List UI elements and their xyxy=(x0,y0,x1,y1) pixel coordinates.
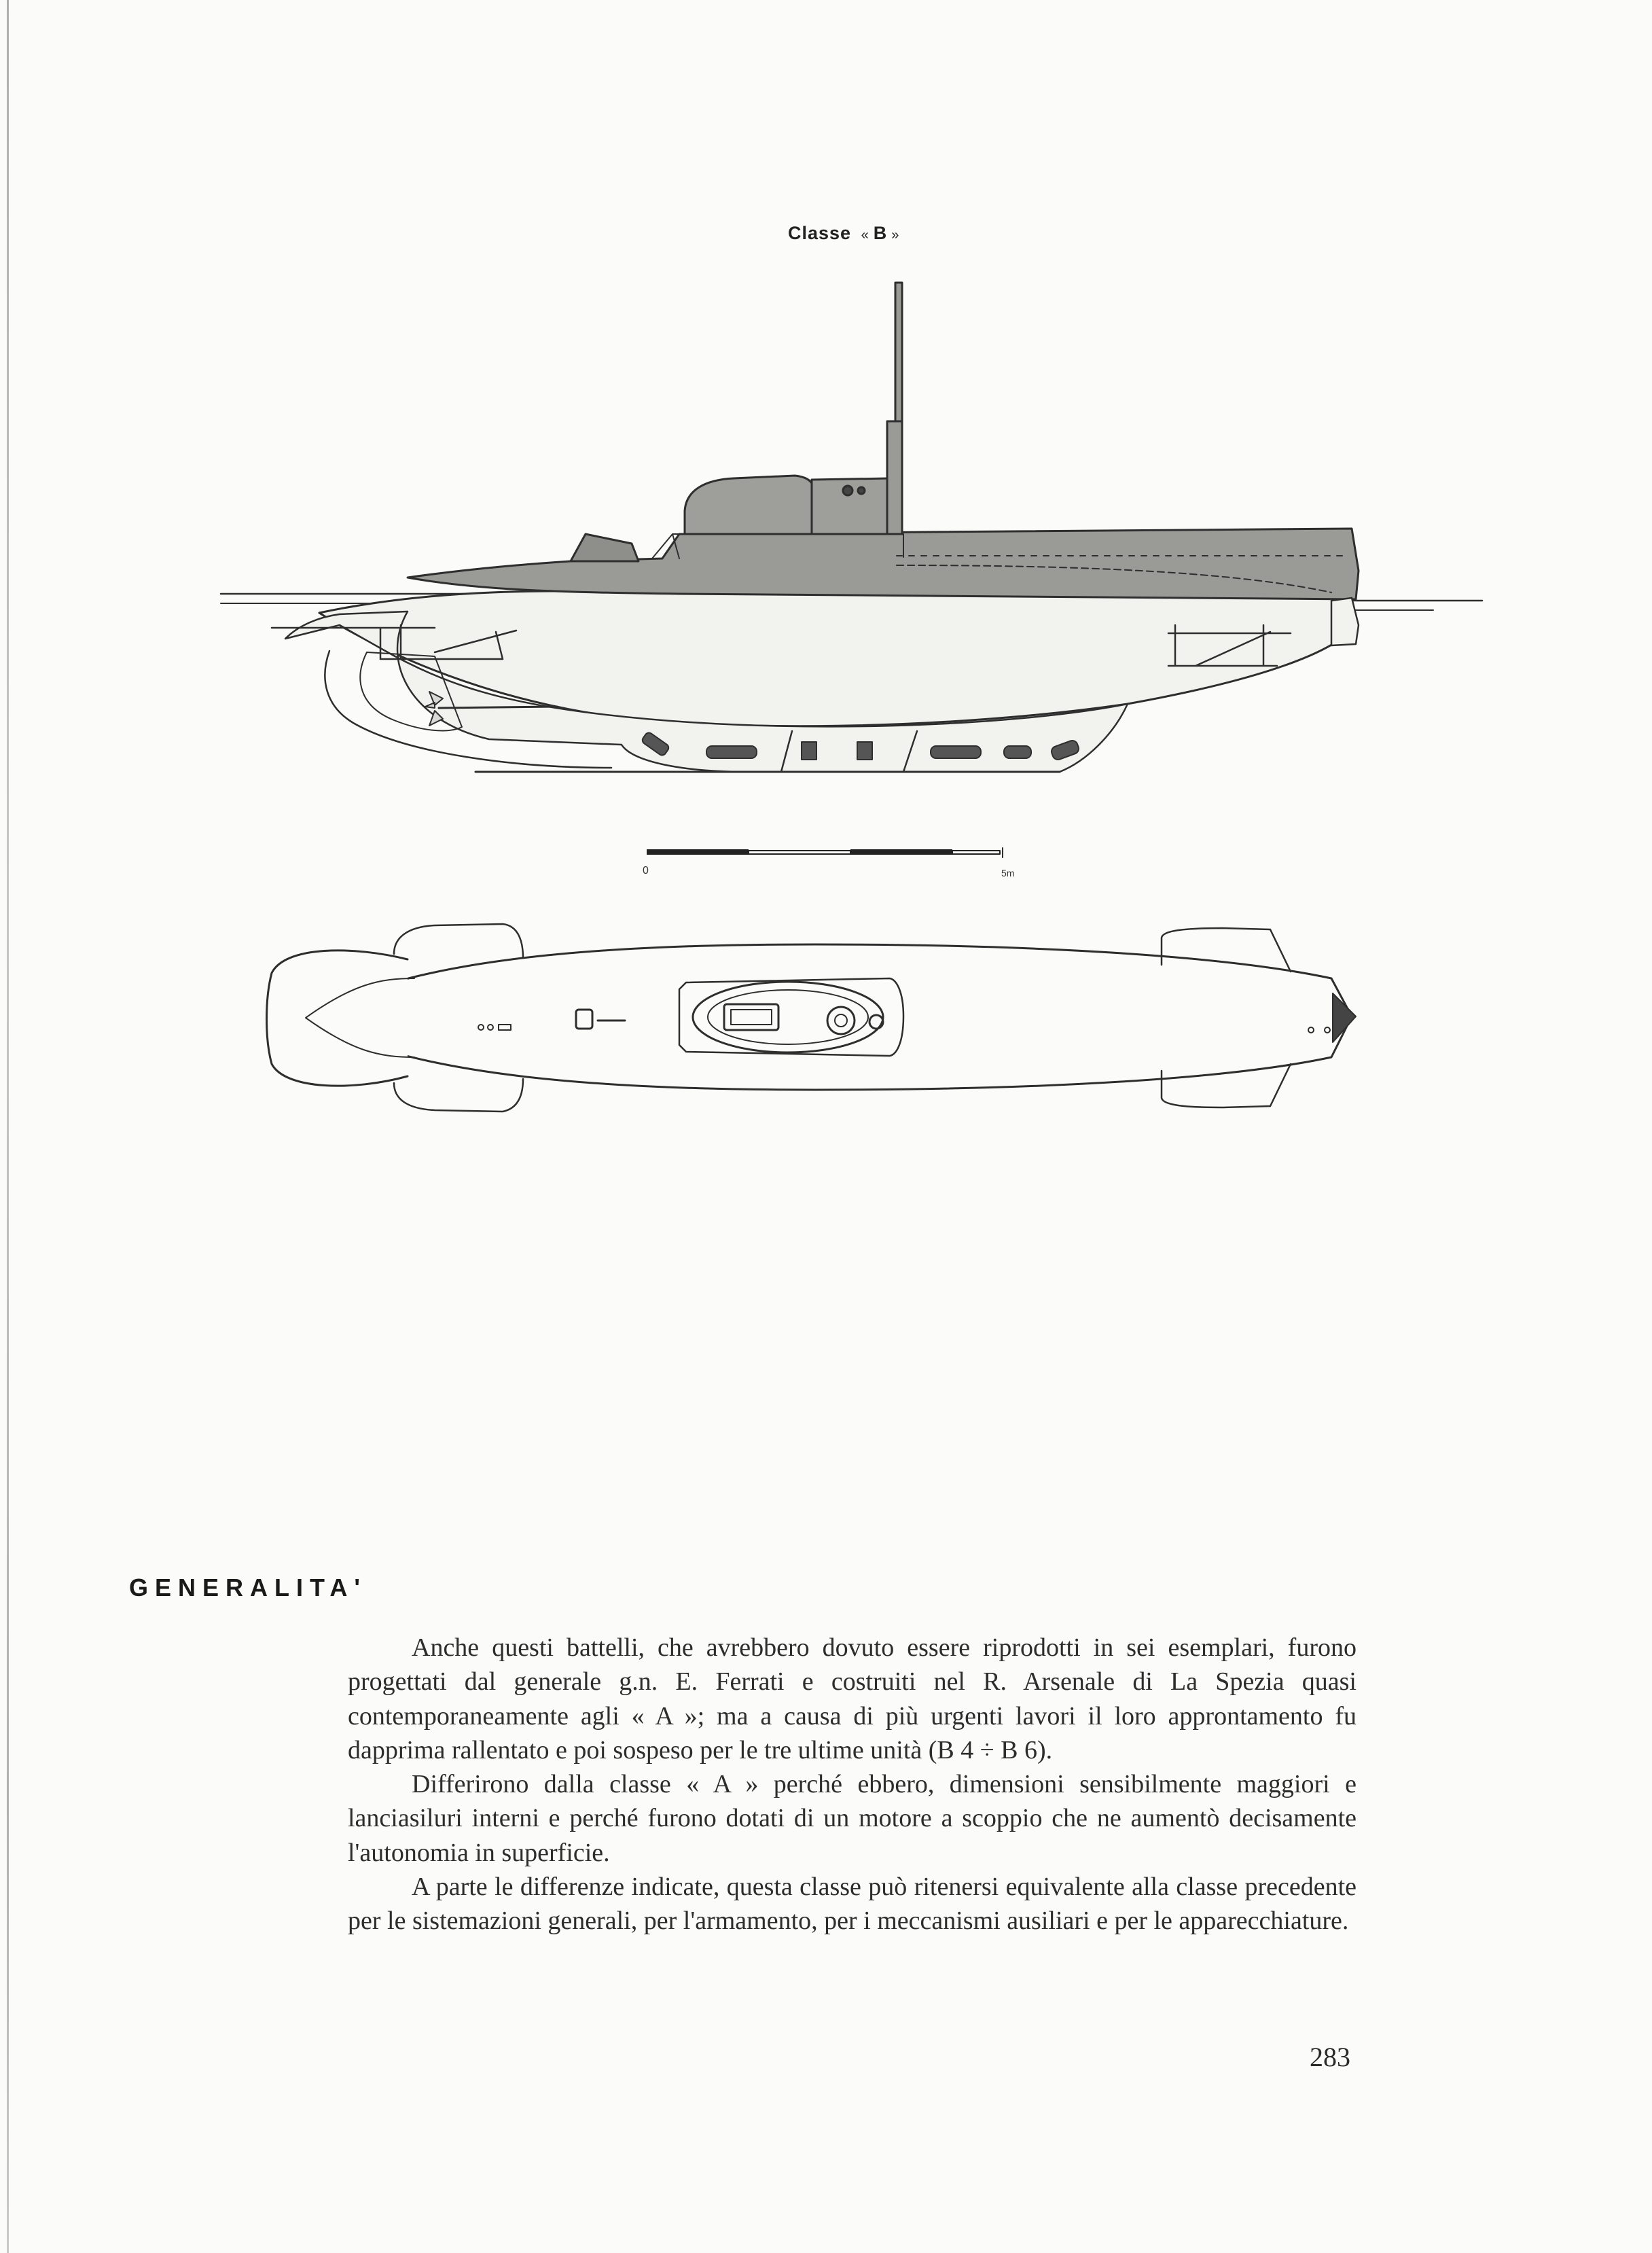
plan-guard-aft-top xyxy=(394,924,523,958)
body-text xyxy=(348,1631,1357,1938)
scale-bar-black-2 xyxy=(850,849,952,855)
conning-tower xyxy=(685,476,815,534)
scale-bar-black-1 xyxy=(647,849,749,855)
plan-guard-aft-bottom xyxy=(394,1079,523,1112)
porthole-2 xyxy=(858,487,865,494)
mast-base xyxy=(887,421,902,534)
scale-bar xyxy=(647,848,1003,857)
caption-prefix: Classe xyxy=(788,223,852,243)
porthole-1 xyxy=(843,486,852,495)
paragraph-2: Differirono dalla classe « A » perché ebbero, dimensioni sensibilmente maggiori e lanciasiluri interni e perché furono dotati di un motore a scoppio che ne aumentò decisamente l'autonomia in superficie. xyxy=(348,1770,1357,1867)
hatch-forward xyxy=(571,534,639,561)
periscope-housing xyxy=(812,478,897,534)
scale-bar-white-1 xyxy=(749,851,850,854)
caption-class-letter: B xyxy=(873,223,888,243)
paragraph-1: Anche questi battelli, che avrebbero dovuto essere riprodotti in sei esemplari, furono progettati dal generale g.n. E. Ferrati e costruiti nel R. Arsenale di La Spezia quasi contemporaneamente agli « A »; ma a causa di più urgenti lavori il loro approntamento fu dapprima rallentato e poi sospeso per le tre ultime unità (B 4 ÷ B 6). xyxy=(348,1633,1357,1764)
caption-quote-open: « xyxy=(861,228,869,243)
scale-label-end: 5m xyxy=(1001,868,1015,879)
figure-caption xyxy=(788,223,903,244)
submarine-drawing xyxy=(0,258,1652,1162)
submarine-plan-view xyxy=(267,924,1357,1112)
plan-stern xyxy=(267,951,408,1086)
scale-bar-white-2 xyxy=(952,851,1000,854)
prop-shaft xyxy=(439,707,557,708)
page-number: 283 xyxy=(1310,2042,1350,2072)
bow-cap xyxy=(1331,598,1359,645)
paragraph-3: A parte le differenze indicate, questa classe può ritenersi equivalente alla classe precedente per le sistemazioni generali, per l'armamento, per i meccanismi ausiliari e per le apparecchiature. xyxy=(348,1873,1357,1936)
caption-quote-close: » xyxy=(891,228,900,243)
hull-casing xyxy=(408,529,1359,599)
submarine-side-profile xyxy=(221,283,1482,772)
section-heading: GENERALITA' xyxy=(129,1574,367,1601)
scale-label-start: 0 xyxy=(643,865,649,876)
